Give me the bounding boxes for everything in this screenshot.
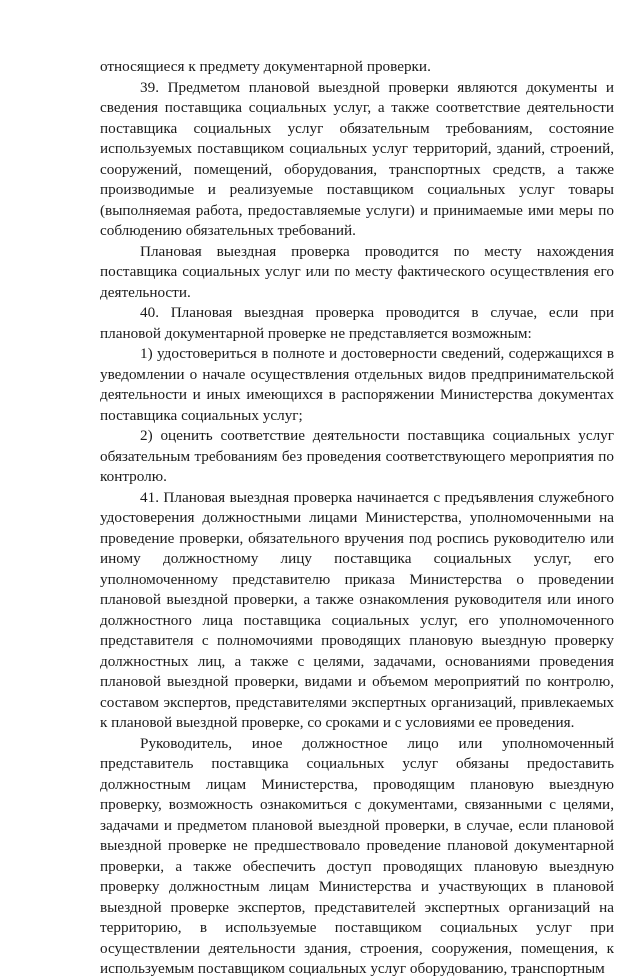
paragraph-40-item-1: 1) удостовериться в полноте и достоверности сведений, содержащихся в уведомлении о начале осуществления отдельных видов предпринимательской деятельности и иных имеющихся в распоряжении Министерства документах поставщика социальных услуг; [100,345,614,424]
paragraph-40: 40. Плановая выездная проверка проводится в случае, если при плановой документарной проверке не представляется возможным: [100,304,614,342]
document-body [100,57,614,980]
paragraph-39-location: Плановая выездная проверка проводится по месту нахождения поставщика социальных услуг или по месту фактического осуществления его деятельности. [100,242,614,301]
paragraph-continuation: относящиеся к предмету документарной проверки. [100,58,431,75]
paragraph-41: 41. Плановая выездная проверка начинается с предъявления служебного удостоверения должностными лицами Министерства, уполномоченными на проведение проверки, обязательного вручения под роспись руководителю или иному должностному лицу поставщика социальных услуг, его уполномоченному представителю приказа Министерства о проведении плановой выездной проверки, а также ознакомления руководителя или иного должностного лица поставщика социальных услуг, его уполномоченного представителя с полномочиями проводящих плановую выездную проверку должностных лиц, а также с целями, задачами, основаниями проведения плановой выездной проверки, видами и объемом мероприятий по контролю, составом экспертов, представителями экспертных организаций, привлекаемых к плановой выездной проверке, со сроками и с условиями ее проведения. [100,488,614,731]
paragraph-41-obligations: Руководитель, иное должностное лицо или уполномоченный представитель поставщика социальных услуг обязаны предоставить должностным лицам Министерства, проводящим плановую выездную проверку, возможность ознакомиться с документами, связанными с целями, задачами и предметом плановой выездной проверки, в случае, если плановой выездной проверке не предшествовало проведение плановой документарной проверки, а также обеспечить доступ проводящих плановую выездную проверку должностным лицам Министерства и участвующих в плановой выездной проверке экспертов, представителей экспертных организаций на территорию, в используемые поставщиком социальных услуг при осуществлении деятельности здания, строения, сооружения, помещения, к используемым поставщиком социальных услуг оборудованию, транспортным [100,734,614,977]
paragraph-40-item-2: 2) оценить соответствие деятельности поставщика социальных услуг обязательным требованиям без проведения соответствующего мероприятия по контролю. [100,427,614,485]
paragraph-39: 39. Предметом плановой выездной проверки являются документы и сведения поставщика социальных услуг, а также соответствие деятельности поставщика социальных услуг обязательным требованиям, состояние используемых поставщиком социальных услуг территорий, зданий, строений, сооружений, помещений, оборудования, транспортных средств, а также производимые и реализуемые поставщиком социальных услуг товары (выполняемая работа, предоставляемые услуги) и принимаемые ими меры по соблюдению обязательных требований. [100,78,614,239]
